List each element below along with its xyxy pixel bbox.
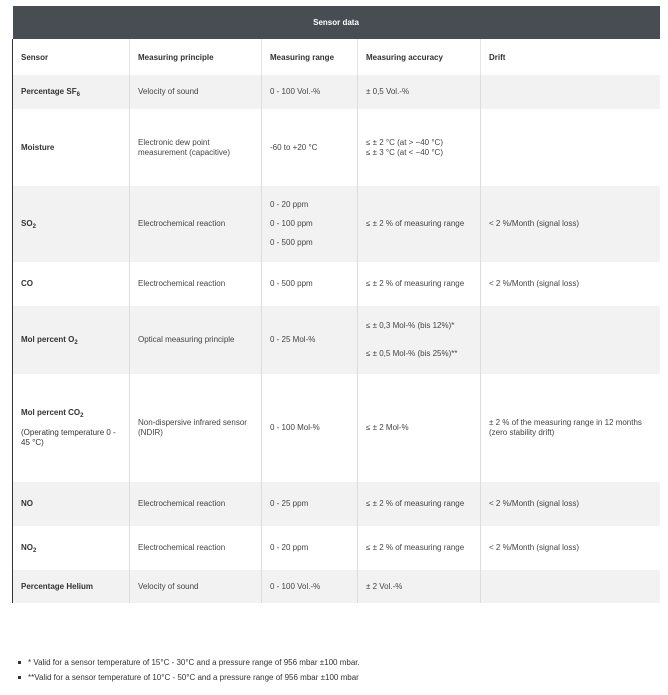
- table-row: [13, 374, 660, 482]
- range-cell: 0 - 500 ppm: [262, 262, 358, 306]
- sensor-cell: Mol percent $CO_2$ (Operating temperature 0 - 45 °C): [13, 374, 130, 482]
- principle-cell: Electrochemical reaction: [130, 526, 262, 570]
- sensor-cell: Moisture: [13, 109, 130, 186]
- column-header-drift: Drift: [481, 39, 660, 75]
- accuracy-cell: ≤ ± 2 % of measuring range: [358, 526, 481, 570]
- table-header-row: [13, 39, 660, 75]
- table-row: [13, 526, 660, 570]
- column-header-principle: Measuring principle: [130, 39, 262, 75]
- drift-cell: [481, 570, 660, 603]
- table-title: Sensor data: [13, 6, 660, 39]
- sensor-cell: $NO_2$: [13, 526, 130, 570]
- footnote-2: **Valid for a sensor temperature of 10°C - 50°C and a pressure range of 956 mbar ±100 mbar: [18, 672, 360, 687]
- accuracy-cell: ≤ ± 2 °C (at > −40 °C) ≤ ± 3 °C (at < −40 °C): [358, 109, 481, 186]
- principle-cell: Velocity of sound: [130, 570, 262, 603]
- sensor-cell: Percentage $SF_6$: [13, 75, 130, 109]
- column-header-accuracy: Measuring accuracy: [358, 39, 481, 75]
- range-cell: 0 - 20 ppm 0 - 100 ppm 0 - 500 ppm: [262, 186, 358, 262]
- drift-cell: [481, 306, 660, 374]
- table-row: [13, 109, 660, 186]
- footnote-1: * Valid for a sensor temperature of 15°C - 30°C and a pressure range of 956 mbar ±100 mbar.: [18, 657, 360, 672]
- drift-cell: [481, 75, 660, 109]
- drift-cell: < 2 %/Month (signal loss): [481, 482, 660, 526]
- table-row: [13, 570, 660, 603]
- principle-cell: Velocity of sound: [130, 75, 262, 109]
- table-row: [13, 262, 660, 306]
- range-cell: 0 - 100 Mol-%: [262, 374, 358, 482]
- sensor-cell: NO: [13, 482, 130, 526]
- sensor-data-section: [12, 6, 659, 603]
- sensor-cell: Mol percent $O_2$: [13, 306, 130, 374]
- drift-cell: [481, 109, 660, 186]
- accuracy-cell: ≤ ± 2 % of measuring range: [358, 482, 481, 526]
- range-cell: 0 - 25 Mol-%: [262, 306, 358, 374]
- table-row: [13, 482, 660, 526]
- principle-cell: Electrochemical reaction: [130, 482, 262, 526]
- accuracy-cell: ± 2 Vol.-%: [358, 570, 481, 603]
- sensor-cell: Percentage Helium: [13, 570, 130, 603]
- range-cell: 0 - 25 ppm: [262, 482, 358, 526]
- sensor-cell: CO: [13, 262, 130, 306]
- sensor-cell: $SO_2$: [13, 186, 130, 262]
- sensor-note: (Operating temperature 0 - 45 °C): [21, 428, 116, 447]
- table-row: [13, 306, 660, 374]
- principle-cell: Non-dispersive infrared sensor (NDIR): [130, 374, 262, 482]
- sensor-data-table: [12, 6, 660, 603]
- drift-cell: ± 2 % of the measuring range in 12 months (zero stability drift): [481, 374, 660, 482]
- accuracy-cell: ≤ ± 0,3 Mol-% (bis 12%)* ≤ ± 0,5 Mol-% (bis 25%)**: [358, 306, 481, 374]
- range-cell: 0 - 20 ppm: [262, 526, 358, 570]
- principle-cell: Electronic dew point measurement (capacitive): [130, 109, 262, 186]
- table-row: [13, 75, 660, 109]
- accuracy-cell: ≤ ± 2 % of measuring range: [358, 186, 481, 262]
- principle-cell: Electrochemical reaction: [130, 186, 262, 262]
- footnotes-list: [18, 657, 360, 687]
- drift-cell: < 2 %/Month (signal loss): [481, 262, 660, 306]
- accuracy-cell: ≤ ± 2 % of measuring range: [358, 262, 481, 306]
- drift-cell: < 2 %/Month (signal loss): [481, 526, 660, 570]
- column-header-range: Measuring range: [262, 39, 358, 75]
- accuracy-cell: ± 0,5 Vol.-%: [358, 75, 481, 109]
- drift-cell: < 2 %/Month (signal loss): [481, 186, 660, 262]
- column-header-sensor: Sensor: [13, 39, 130, 75]
- range-cell: 0 - 100 Vol.-%: [262, 570, 358, 603]
- principle-cell: Optical measuring principle: [130, 306, 262, 374]
- accuracy-cell: ≤ ± 2 Mol-%: [358, 374, 481, 482]
- range-cell: -60 to +20 °C: [262, 109, 358, 186]
- range-cell: 0 - 100 Vol.-%: [262, 75, 358, 109]
- table-row: [13, 186, 660, 262]
- principle-cell: Electrochemical reaction: [130, 262, 262, 306]
